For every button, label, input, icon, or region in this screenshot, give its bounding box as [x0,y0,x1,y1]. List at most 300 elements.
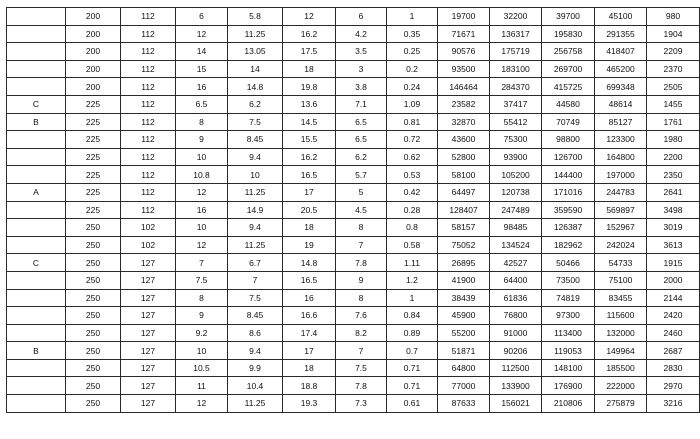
data-table [6,7,700,413]
table-cell: 1980 [647,131,700,149]
table-cell: 9 [176,307,228,325]
table-cell: 244783 [595,183,647,201]
grade-cell [7,236,66,254]
grade-cell [7,166,66,184]
table-cell: 10 [176,342,228,360]
table-cell: 11 [176,377,228,395]
table-row [7,219,700,237]
table-cell: 183100 [490,60,542,78]
table-cell: 250 [66,395,121,413]
table-cell: 247489 [490,201,542,219]
table-cell: 11.25 [228,183,283,201]
table-cell: 148100 [542,359,595,377]
table-row [7,342,700,360]
table-cell: 51871 [438,342,490,360]
table-cell: 126387 [542,219,595,237]
table-cell: 2460 [647,324,700,342]
table-cell: 128407 [438,201,490,219]
table-cell: 250 [66,289,121,307]
grade-cell [7,25,66,43]
table-cell: 0.89 [387,324,438,342]
table-row [7,95,700,113]
table-cell: 126700 [542,148,595,166]
table-row [7,113,700,131]
table-cell: 7.5 [228,289,283,307]
table-cell: 200 [66,8,121,26]
table-cell: 10.8 [176,166,228,184]
table-cell: 1.09 [387,95,438,113]
table-cell: 1 [387,8,438,26]
table-cell: 0.7 [387,342,438,360]
table-cell: 269700 [542,60,595,78]
table-cell: 112 [121,60,176,78]
table-cell: 10.5 [176,359,228,377]
table-cell: 64400 [490,271,542,289]
table-cell: 7.8 [336,254,387,272]
table-cell: 112 [121,131,176,149]
table-cell: 6.2 [228,95,283,113]
table-cell: 55412 [490,113,542,131]
table-cell: 19.8 [283,78,336,96]
table-cell: 61836 [490,289,542,307]
table-cell: 0.25 [387,43,438,61]
table-cell: 98485 [490,219,542,237]
table-cell: 2420 [647,307,700,325]
table-cell: 7 [228,271,283,289]
table-cell: 2970 [647,377,700,395]
table-cell: 2370 [647,60,700,78]
table-cell: 1.11 [387,254,438,272]
table-cell: 225 [66,113,121,131]
table-cell: 2200 [647,148,700,166]
table-cell: 225 [66,148,121,166]
table-cell: 256758 [542,43,595,61]
table-cell: 242024 [595,236,647,254]
table-cell: 37417 [490,95,542,113]
table-cell: 11.25 [228,236,283,254]
table-cell: 14 [228,60,283,78]
table-cell: 197000 [595,166,647,184]
table-cell: 5.8 [228,8,283,26]
table-cell: 6.7 [228,254,283,272]
table-cell: 112 [121,25,176,43]
table-cell: 250 [66,324,121,342]
table-cell: 3019 [647,219,700,237]
table-cell: 112 [121,78,176,96]
table-cell: 8.2 [336,324,387,342]
table-cell: 250 [66,271,121,289]
grade-cell [7,78,66,96]
table-cell: 10 [228,166,283,184]
table-cell: 222000 [595,377,647,395]
table-cell: 8 [176,289,228,307]
table-cell: 7.5 [336,359,387,377]
table-cell: 250 [66,342,121,360]
table-cell: 14.8 [228,78,283,96]
table-cell: 43600 [438,131,490,149]
table-cell: 17.5 [283,43,336,61]
grade-cell [7,219,66,237]
table-cell: 200 [66,78,121,96]
table-cell: 9.4 [228,148,283,166]
table-cell: 9.2 [176,324,228,342]
table-cell: 250 [66,254,121,272]
table-cell: 144400 [542,166,595,184]
table-cell: 291355 [595,25,647,43]
grade-cell [7,271,66,289]
table-cell: 418407 [595,43,647,61]
table-cell: 77000 [438,377,490,395]
table-cell: 569897 [595,201,647,219]
table-cell: 225 [66,95,121,113]
table-cell: 20.5 [283,201,336,219]
table-cell: 112 [121,8,176,26]
grade-cell [7,60,66,78]
table-cell: 10 [176,219,228,237]
table-cell: 8.6 [228,324,283,342]
table-cell: 18.8 [283,377,336,395]
table-cell: 83455 [595,289,647,307]
table-cell: 11.25 [228,395,283,413]
table-cell: 12 [283,8,336,26]
table-cell: 112 [121,148,176,166]
table-cell: 8.45 [228,131,283,149]
table-cell: 2209 [647,43,700,61]
table-cell: 175719 [490,43,542,61]
table-cell: 195830 [542,25,595,43]
table-cell: 112 [121,95,176,113]
table-cell: 112500 [490,359,542,377]
table-cell: 75100 [595,271,647,289]
table-row [7,201,700,219]
table-cell: 16.2 [283,148,336,166]
table-cell: 75300 [490,131,542,149]
table-cell: 12 [176,183,228,201]
table-row [7,307,700,325]
table-row [7,254,700,272]
table-cell: 19700 [438,8,490,26]
table-cell: 45100 [595,8,647,26]
table-cell: 2350 [647,166,700,184]
table-cell: 123300 [595,131,647,149]
table-row [7,131,700,149]
table-cell: 113400 [542,324,595,342]
table-cell: 9 [336,271,387,289]
table-cell: 39700 [542,8,595,26]
table-cell: 9.9 [228,359,283,377]
table-row [7,236,700,254]
table-cell: 112 [121,183,176,201]
table-cell: 250 [66,219,121,237]
table-cell: 52800 [438,148,490,166]
table-cell: 13.6 [283,95,336,113]
table-cell: 0.2 [387,60,438,78]
table-cell: 93900 [490,148,542,166]
table-row [7,377,700,395]
table-cell: 127 [121,359,176,377]
table-cell: 32200 [490,8,542,26]
table-cell: 12 [176,25,228,43]
table-cell: 3216 [647,395,700,413]
table-cell: 250 [66,307,121,325]
table-cell: 102 [121,236,176,254]
grade-cell [7,201,66,219]
table-cell: 16 [176,78,228,96]
table-cell: 0.28 [387,201,438,219]
table-cell: 6 [176,8,228,26]
table-cell: 0.71 [387,359,438,377]
table-cell: 7.3 [336,395,387,413]
table-cell: 127 [121,395,176,413]
table-cell: 12 [176,236,228,254]
table-row [7,271,700,289]
table-cell: 0.35 [387,25,438,43]
grade-cell [7,377,66,395]
grade-cell: A [7,183,66,201]
table-cell: 45900 [438,307,490,325]
table-row [7,395,700,413]
table-cell: 18 [283,359,336,377]
table-cell: 210806 [542,395,595,413]
table-cell: 3.8 [336,78,387,96]
table-cell: 127 [121,307,176,325]
table-cell: 7.6 [336,307,387,325]
table-cell: 112 [121,43,176,61]
table-cell: 1455 [647,95,700,113]
table-cell: 112 [121,166,176,184]
table-row [7,183,700,201]
grade-cell [7,324,66,342]
table-cell: 1904 [647,25,700,43]
table-cell: 41900 [438,271,490,289]
table-cell: 250 [66,236,121,254]
table-cell: 13.05 [228,43,283,61]
table-cell: 1761 [647,113,700,131]
table-cell: 3498 [647,201,700,219]
table-cell: 0.61 [387,395,438,413]
table-row [7,78,700,96]
table-cell: 73500 [542,271,595,289]
table-cell: 359590 [542,201,595,219]
grade-cell [7,148,66,166]
table-cell: 50466 [542,254,595,272]
table-cell: 3 [336,60,387,78]
table-cell: 127 [121,342,176,360]
table-cell: 17 [283,183,336,201]
table-cell: 19.3 [283,395,336,413]
grade-cell [7,359,66,377]
table-cell: 152967 [595,219,647,237]
table-body [7,8,700,413]
table-row [7,8,700,26]
table-cell: 127 [121,289,176,307]
table-cell: 185500 [595,359,647,377]
table-cell: 97300 [542,307,595,325]
table-cell: 9.4 [228,219,283,237]
table-cell: 182962 [542,236,595,254]
table-cell: 15 [176,60,228,78]
table-cell: 6.5 [176,95,228,113]
table-cell: 18 [283,60,336,78]
table-cell: 16.6 [283,307,336,325]
table-cell: 275879 [595,395,647,413]
table-cell: 38439 [438,289,490,307]
table-cell: 7.8 [336,377,387,395]
table-cell: 1915 [647,254,700,272]
table-cell: 16 [283,289,336,307]
table-cell: 11.25 [228,25,283,43]
table-row [7,60,700,78]
table-cell: 250 [66,377,121,395]
table-cell: 18 [283,219,336,237]
table-cell: 176900 [542,377,595,395]
table-cell: 58157 [438,219,490,237]
table-cell: 16 [176,201,228,219]
table-cell: 465200 [595,60,647,78]
table-cell: 75052 [438,236,490,254]
table-cell: 48614 [595,95,647,113]
table-cell: 87633 [438,395,490,413]
table-cell: 19 [283,236,336,254]
table-cell: 5.7 [336,166,387,184]
table-cell: 112 [121,201,176,219]
table-cell: 9 [176,131,228,149]
table-cell: 112 [121,113,176,131]
table-cell: 127 [121,377,176,395]
table-cell: 102 [121,219,176,237]
table-cell: 64497 [438,183,490,201]
table-cell: 200 [66,43,121,61]
table-cell: 2641 [647,183,700,201]
table-cell: 6.5 [336,113,387,131]
table-cell: 200 [66,60,121,78]
table-row [7,166,700,184]
table-cell: 415725 [542,78,595,96]
table-cell: 5 [336,183,387,201]
table-cell: 26895 [438,254,490,272]
table-row [7,289,700,307]
table-cell: 2000 [647,271,700,289]
table-cell: 225 [66,201,121,219]
table-cell: 2505 [647,78,700,96]
table-cell: 149964 [595,342,647,360]
table-cell: 146464 [438,78,490,96]
table-cell: 0.62 [387,148,438,166]
table-cell: 115600 [595,307,647,325]
table-cell: 6 [336,8,387,26]
table-row [7,324,700,342]
table-cell: 133900 [490,377,542,395]
table-cell: 0.84 [387,307,438,325]
table-cell: 1.2 [387,271,438,289]
grade-cell: B [7,342,66,360]
table-cell: 16.5 [283,166,336,184]
grade-cell [7,289,66,307]
table-cell: 0.71 [387,377,438,395]
table-cell: 14.9 [228,201,283,219]
table-cell: 17.4 [283,324,336,342]
table-cell: 3613 [647,236,700,254]
table-cell: 9.4 [228,342,283,360]
table-cell: 225 [66,166,121,184]
table-cell: 4.5 [336,201,387,219]
table-cell: 134524 [490,236,542,254]
table-cell: 6.2 [336,148,387,166]
table-cell: 164800 [595,148,647,166]
table-cell: 7 [336,342,387,360]
table-row [7,148,700,166]
grade-cell [7,43,66,61]
grade-cell: B [7,113,66,131]
table-row [7,359,700,377]
table-cell: 0.72 [387,131,438,149]
table-cell: 171016 [542,183,595,201]
table-cell: 8 [336,219,387,237]
table-cell: 17 [283,342,336,360]
table-cell: 14.5 [283,113,336,131]
grade-cell [7,8,66,26]
table-cell: 0.24 [387,78,438,96]
grade-cell: C [7,95,66,113]
table-cell: 225 [66,131,121,149]
table-cell: 8.45 [228,307,283,325]
table-cell: 250 [66,359,121,377]
table-cell: 16.5 [283,271,336,289]
table-cell: 0.53 [387,166,438,184]
table-cell: 85127 [595,113,647,131]
table-cell: 2830 [647,359,700,377]
table-cell: 23582 [438,95,490,113]
table-cell: 10 [176,148,228,166]
table-cell: 6.5 [336,131,387,149]
table-cell: 0.58 [387,236,438,254]
table-row [7,25,700,43]
table-row [7,43,700,61]
grade-cell: C [7,254,66,272]
table-cell: 10.4 [228,377,283,395]
table-cell: 7 [176,254,228,272]
table-cell: 0.81 [387,113,438,131]
grade-cell [7,395,66,413]
table-cell: 2144 [647,289,700,307]
table-cell: 15.5 [283,131,336,149]
table-cell: 42527 [490,254,542,272]
table-cell: 119053 [542,342,595,360]
table-cell: 12 [176,395,228,413]
table-cell: 7 [336,236,387,254]
table-cell: 980 [647,8,700,26]
table-cell: 136317 [490,25,542,43]
grade-cell [7,307,66,325]
table-cell: 699348 [595,78,647,96]
table-cell: 200 [66,25,121,43]
table-cell: 0.8 [387,219,438,237]
table-cell: 0.42 [387,183,438,201]
table-cell: 120738 [490,183,542,201]
table-cell: 284370 [490,78,542,96]
table-cell: 58100 [438,166,490,184]
table-cell: 91000 [490,324,542,342]
table-cell: 71671 [438,25,490,43]
table-cell: 14 [176,43,228,61]
table-cell: 4.2 [336,25,387,43]
table-cell: 105200 [490,166,542,184]
table-cell: 127 [121,271,176,289]
table-cell: 76800 [490,307,542,325]
table-cell: 70749 [542,113,595,131]
table-cell: 93500 [438,60,490,78]
table-cell: 90206 [490,342,542,360]
